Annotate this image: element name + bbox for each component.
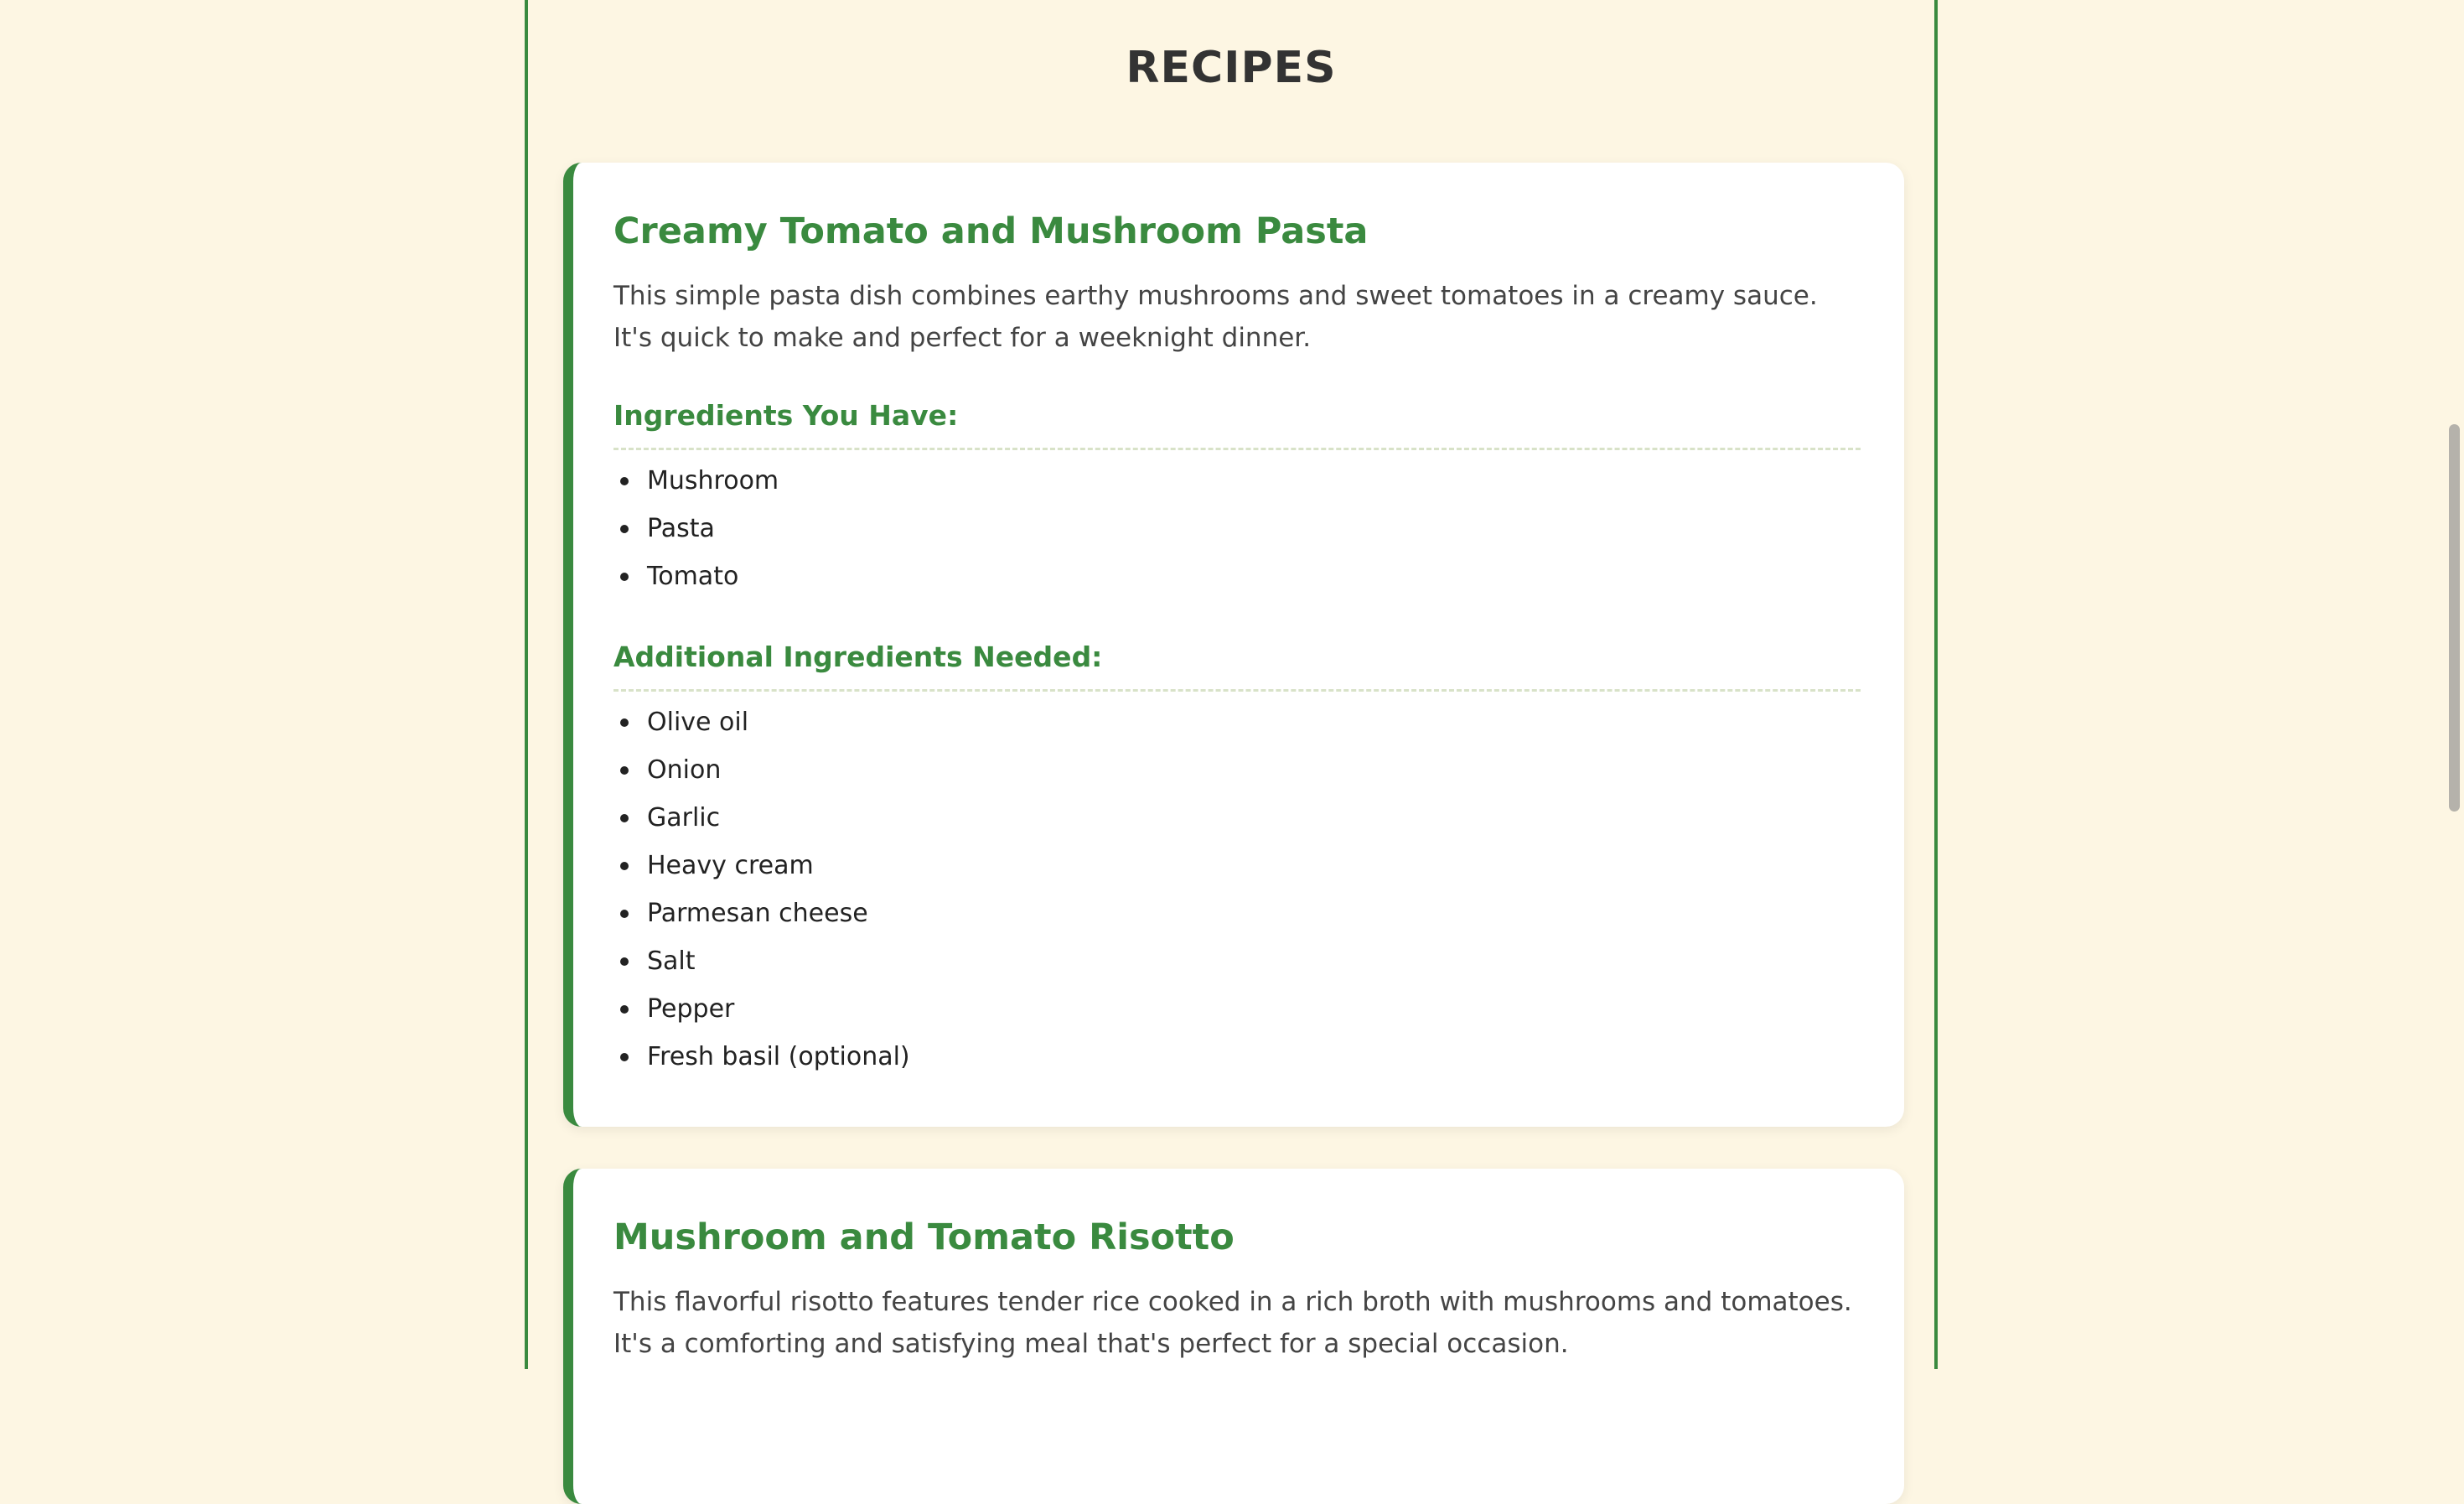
ingredients-have-heading: Ingredients You Have: [613, 396, 1861, 450]
page-title: RECIPES [1126, 43, 1337, 93]
list-item: Salt [647, 937, 1864, 985]
recipe-description: This flavorful risotto features tender rice cooked in a rich broth with mushrooms and tomatoes. It's a comforting and satisfying meal that's perfect for a special occasion. [613, 1287, 1852, 1359]
recipe-card [563, 1169, 1904, 1504]
list-item: Onion [647, 746, 1864, 794]
list-item: Olive oil [647, 698, 1864, 746]
list-item: Pasta [647, 505, 1864, 552]
list-item: Parmesan cheese [647, 889, 1864, 937]
list-item: Pepper [647, 985, 1864, 1033]
ingredients-needed-heading: Additional Ingredients Needed: [613, 637, 1861, 692]
recipe-card [563, 163, 1904, 1127]
main-container [525, 0, 1938, 1369]
list-item: Heavy cream [647, 842, 1864, 889]
recipe-title: Mushroom and Tomato Risotto [613, 1216, 1235, 1258]
recipe-title: Creamy Tomato and Mushroom Pasta [613, 210, 1369, 252]
recipe-description: This simple pasta dish combines earthy mushrooms and sweet tomatoes in a creamy sauce. It's quick to make and perfect for a weeknight dinner. [613, 281, 1818, 353]
list-item: Mushroom [647, 457, 1864, 505]
scrollbar-thumb[interactable] [2449, 424, 2460, 812]
ingredients-needed-list [613, 698, 1864, 1081]
list-item: Garlic [647, 794, 1864, 842]
list-item: Tomato [647, 552, 1864, 600]
list-item: Fresh basil (optional) [647, 1033, 1864, 1081]
ingredients-have-list [613, 457, 1864, 600]
